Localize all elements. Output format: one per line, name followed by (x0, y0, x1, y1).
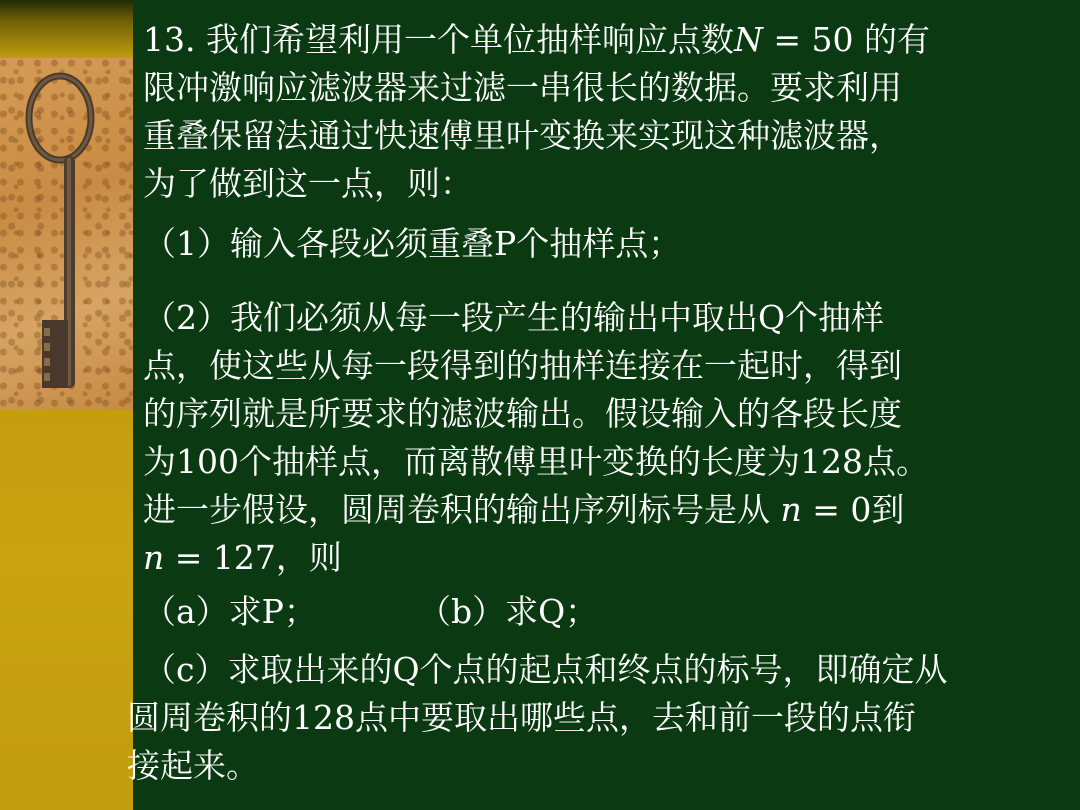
text-line-3: 重叠保留法通过快速傅里叶变换来实现这种滤波器， (143, 116, 902, 155)
text-line-7: 点，使这些从每一段得到的抽样连接在一起时，得到 (143, 346, 902, 385)
variable-n: n (780, 490, 802, 529)
text-line-2: 限冲激响应滤波器来过滤一串很长的数据。要求利用 (143, 68, 902, 107)
antique-key-icon (0, 58, 133, 410)
line-1-text: 13. 我们希望利用一个单位抽样响应点数 (143, 20, 734, 59)
line-10-tail: = 0到 (801, 490, 905, 529)
text-line-13: （c）求取出来的Q个点的起点和终点的标号，即确定从 (143, 650, 948, 689)
text-line-8: 的序列就是所要求的滤波输出。假设输入的各段长度 (143, 394, 902, 433)
text-line-14: 圆周卷积的128点中要取出哪些点，去和前一段的点衔 (127, 698, 916, 737)
text-line-4: 为了做到这一点，则： (143, 164, 473, 203)
line-10-text: 进一步假设，圆周卷积的输出序列标号是从 (143, 490, 781, 529)
text-line-5: （1）输入各段必须重叠P个抽样点； (143, 224, 682, 263)
text-line-11 (143, 538, 342, 578)
text-line-15: 接起来。 (127, 746, 259, 785)
text-line-12 (143, 592, 599, 632)
line-1-tail: = 50 的有 (762, 20, 930, 59)
text-line-6: （2）我们必须从每一段产生的输出中取出Q个抽样 (143, 298, 885, 337)
question-b: （b）求Q； (418, 592, 599, 631)
line-11-tail: = 127，则 (164, 538, 342, 577)
text-line-10 (143, 490, 904, 530)
variable-n-2: n (143, 538, 165, 577)
question-a: （a）求P； (143, 592, 317, 631)
text-line-9: 为100个抽样点，而离散傅里叶变换的长度为128点。 (143, 442, 929, 481)
variable-N: N (733, 20, 763, 59)
text-line-1 (143, 20, 930, 60)
